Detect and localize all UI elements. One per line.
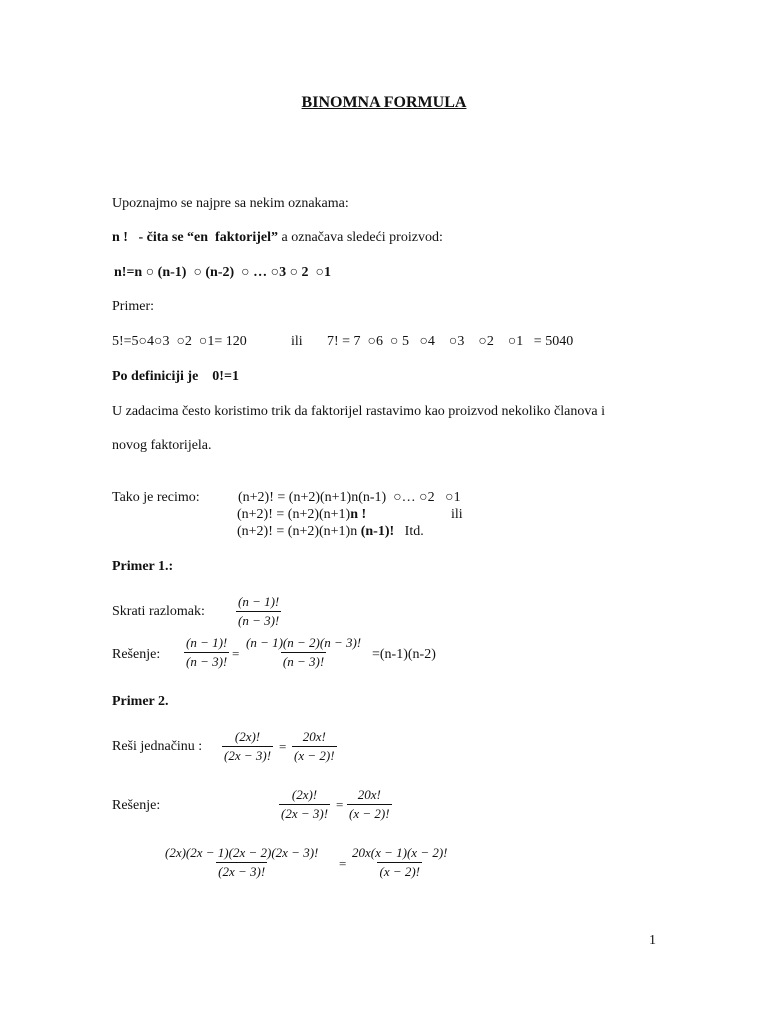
solution-2-left-denominator: (2x − 3)!: [281, 806, 329, 821]
expanded-left-numerator: (2x)(2x − 1)(2x − 2)(2x − 3)!: [165, 845, 319, 860]
page-number: 1: [649, 933, 656, 948]
factorial-definition-line: [112, 229, 443, 247]
denotes-text: a označava sledeći proizvod:: [281, 230, 443, 245]
expansion-or-text: ili: [451, 507, 463, 522]
solution-2-left-fraction: [279, 787, 330, 822]
primer-label: Primer:: [112, 299, 154, 314]
trick-text-line-1: U zadacima često koristimo trik da faktorijel rastavimo kao proizvod nekoliko članova i: [112, 404, 605, 419]
fraction-numerator: (n − 1)!: [238, 594, 280, 609]
skrati-label: Skrati razlomak:: [112, 604, 205, 619]
expanded-equals-sign: =: [339, 856, 347, 871]
expansion-line-1: (n+2)! = (n+2)(n+1)n(n-1) ○… ○2 ○1: [238, 490, 461, 505]
etc-text: Itd.: [404, 524, 424, 539]
factorial-formula: n!=n ○ (n-1) ○ (n-2) ○ … ○3 ○ 2 ○1: [114, 265, 331, 280]
or-text: ili: [291, 334, 303, 349]
expanded-right-fraction: [350, 845, 450, 880]
example-5-factorial: 5!=5○4○3 ○2 ○1= 120: [112, 334, 247, 349]
primer-1-heading: Primer 1.:: [112, 559, 174, 574]
trick-text-line-2: novog faktorijela.: [112, 438, 212, 453]
solution-left-numerator: (n − 1)!: [186, 635, 228, 650]
expansion-line-2-bold: n !: [350, 507, 367, 522]
fraction-denominator: (n − 3)!: [238, 613, 280, 628]
tako-label: Tako je recimo:: [112, 490, 200, 505]
expansion-line-2: [237, 506, 366, 524]
reads-as-text: - čita se “en faktorijel”: [138, 230, 279, 245]
expanded-left-fraction: [163, 845, 320, 880]
equation-left-fraction: [222, 729, 273, 764]
equation-right-denominator: (x − 2)!: [294, 748, 335, 763]
equation-left-denominator: (2x − 3)!: [224, 748, 272, 763]
intro-text: Upoznajmo se najpre sa nekim oznakama:: [112, 196, 349, 211]
resenje-1-label: Rešenje:: [112, 647, 161, 662]
primer-2-heading: Primer 2.: [112, 694, 169, 709]
expanded-denominator: (n − 3)!: [282, 654, 325, 669]
solution-2-right-denominator: (x − 2)!: [349, 806, 390, 821]
solution-left-denominator: (n − 3)!: [186, 654, 228, 669]
resenje-2-label: Rešenje:: [112, 798, 161, 813]
equation-right-fraction: [292, 729, 337, 764]
n-factorial-symbol: n !: [112, 230, 128, 245]
expanded-numerator: (n − 1)(n − 2)(n − 3)!: [246, 635, 362, 650]
equals-sign: =: [232, 646, 240, 661]
page-title: BINOMNA FORMULA: [301, 94, 467, 111]
expansion-line-3-text: (n+2)! = (n+2)(n+1)n: [237, 524, 361, 539]
expanded-right-numerator: 20x(x − 1)(x − 2)!: [352, 845, 448, 860]
solution-result: =(n-1)(n-2): [372, 647, 436, 662]
solution-2-equals-sign: =: [336, 797, 344, 812]
expansion-line-3-bold: (n-1)!: [360, 524, 395, 539]
equation-equals-sign: =: [279, 739, 287, 754]
expansion-line-3: [237, 523, 424, 541]
expanded-right-denominator: (x − 2)!: [379, 864, 421, 879]
solution-2-right-fraction: [347, 787, 392, 822]
resi-label: Reši jednačinu :: [112, 739, 203, 754]
equation-left-numerator: (2x)!: [234, 729, 261, 744]
zero-factorial-definition: Po definiciji je 0!=1: [112, 369, 239, 384]
expansion-line-2-text: (n+2)! = (n+2)(n+1): [237, 507, 351, 522]
equation-right-numerator: 20x!: [302, 729, 326, 744]
solution-2-left-numerator: (2x)!: [291, 787, 318, 802]
example-7-factorial: 7! = 7 ○6 ○ 5 ○4 ○3 ○2 ○1 = 5040: [327, 334, 574, 349]
fraction-to-simplify: [236, 594, 281, 629]
solution-fraction-left: [184, 635, 229, 670]
solution-2-right-numerator: 20x!: [357, 787, 381, 802]
solution-fraction-expanded: [244, 635, 363, 670]
expanded-left-denominator: (2x − 3)!: [218, 864, 266, 879]
